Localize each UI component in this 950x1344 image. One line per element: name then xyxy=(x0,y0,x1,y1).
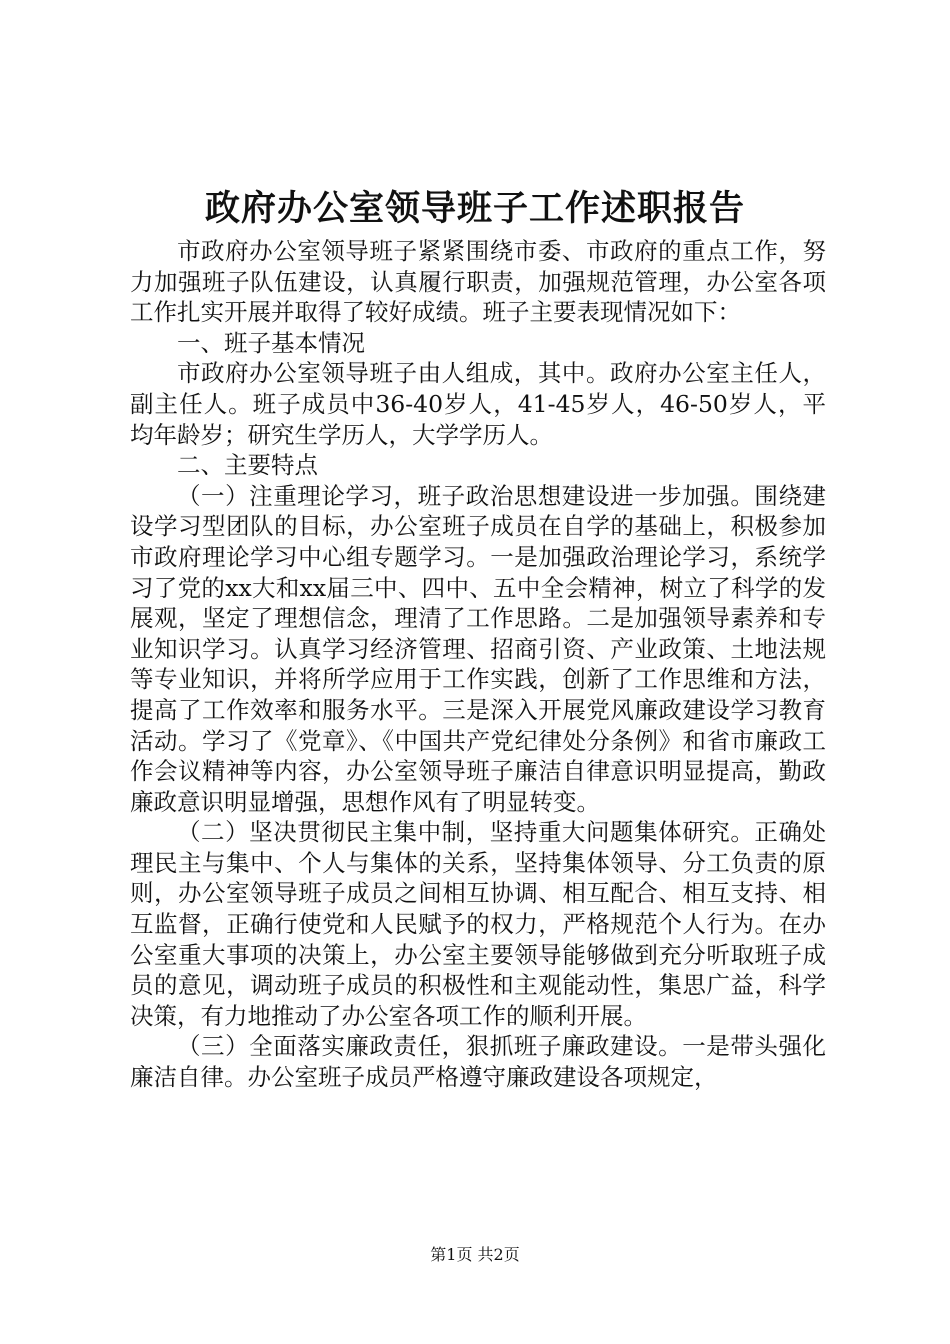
section-heading-basic-info: 一、班子基本情况 xyxy=(177,328,365,357)
feature-paragraph-2: （二）坚决贯彻民主集中制，坚持重大问题集体研究。正确处理民主与集中、个人与集体的关系，坚持集体领导、分工负责的原则，办公室领导班子成员之间相互协调、相互配合、相互支持、相互监督，正确行使党和人民赋予的权力，严格规范个人行为。在办公室重大事项的决策上，办公室主要领导能够做到充分听取班子成员的意见，调动班子成员的积极性和主观能动性，集思广益，科学决策，有力地推动了办公室各项工作的顺利开展。 xyxy=(130,818,826,1030)
document-title: 政府办公室领导班子工作述职报告 xyxy=(204,188,745,229)
basic-info-paragraph: 市政府办公室领导班子由人组成，其中。政府办公室主任人，副主任人。班子成员中36-40岁人，41-45岁人，46-50岁人，平均年龄岁；研究生学历人，大学学历人。 xyxy=(130,359,826,449)
feature-paragraph-1: （一）注重理论学习，班子政治思想建设进一步加强。围绕建设学习型团队的目标，办公室班子成员在自学的基础上，积极参加市政府理论学习中心组专题学习。一是加强政治理论学习，系统学习了党的xx大和xx届三中、四中、五中全会精神，树立了科学的发展观，坚定了理想信念，理清了工作思路。二是加强领导素养和专业知识学习。认真学习经济管理、招商引资、产业政策、土地法规等专业知识，并将所学应用于工作实践，创新了工作思维和方法，提高了工作效率和服务水平。三是深入开展党风廉政建设学习教育活动。学习了《党章》、《中国共产党纪律处分条例》和省市廉政工作会议精神等内容，办公室领导班子廉洁自律意识明显提高，勤政廉政意识明显增强，思想作风有了明显转变。 xyxy=(130,481,826,816)
document-body xyxy=(130,236,826,1093)
intro-paragraph: 市政府办公室领导班子紧紧围绕市委、市政府的重点工作，努力加强班子队伍建设，认真履行职责，加强规范管理，办公室各项工作扎实开展并取得了较好成绩。班子主要表现情况如下： xyxy=(130,237,826,327)
page-number-footer: 第1页 共2页 xyxy=(430,1245,520,1264)
section-heading-main-features: 二、主要特点 xyxy=(177,451,318,480)
feature-paragraph-3: （三）全面落实廉政责任，狠抓班子廉政建设。一是带头强化廉洁自律。办公室班子成员严格遵守廉政建设各项规定， xyxy=(130,1032,826,1092)
